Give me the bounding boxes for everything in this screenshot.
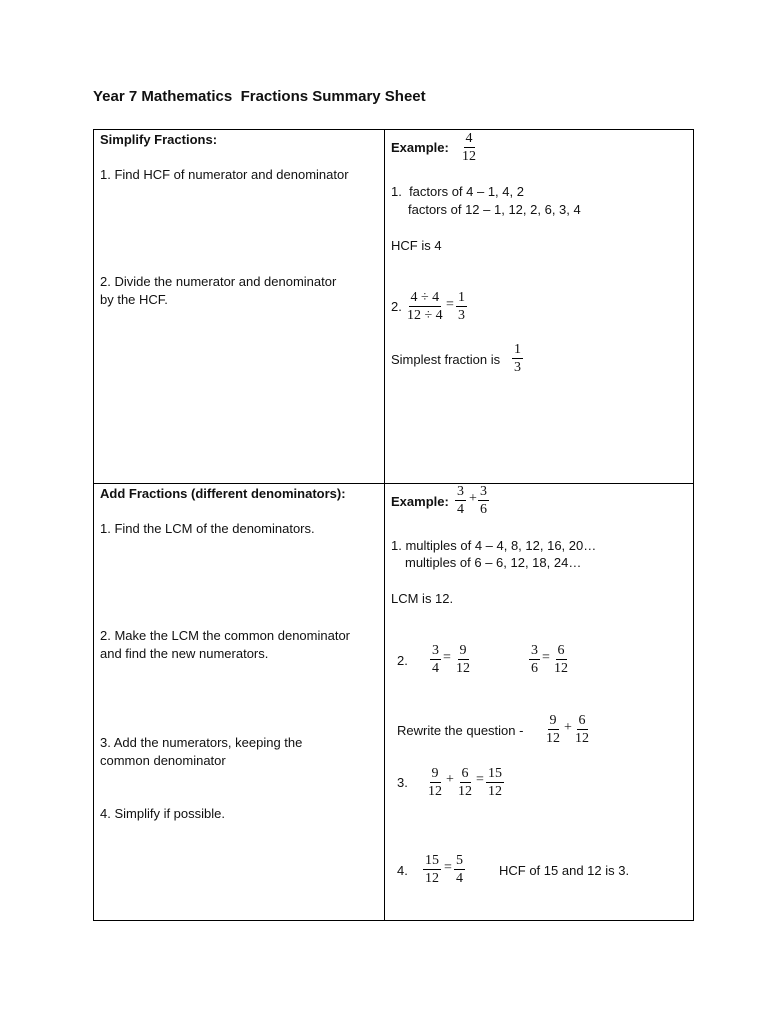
numerator: 1: [514, 342, 521, 357]
denominator: 12: [488, 784, 502, 799]
plus-sign: +: [564, 720, 572, 735]
equals-sign: =: [542, 650, 550, 665]
step2-fraction-a: [430, 643, 441, 676]
simplify-hcf: HCF is 4: [391, 238, 442, 253]
lcm-text: LCM is 12.: [391, 591, 454, 606]
denominator: 12: [575, 731, 589, 746]
step3-fraction-b: [456, 766, 474, 799]
denominator: 6: [480, 502, 487, 517]
step2-fraction-b: [454, 643, 472, 676]
numerator: 4 ÷ 4: [410, 290, 440, 305]
numerator: 15: [425, 853, 439, 868]
simplify-step2-label: 2.: [391, 299, 402, 314]
rewrite-fraction-b: [573, 713, 591, 746]
simplify-factors-line1: 1. factors of 4 – 1, 4, 2: [391, 184, 524, 199]
step2-fraction-d: [552, 643, 570, 676]
add-step4: 4. Simplify if possible.: [100, 806, 225, 821]
numerator: 3: [531, 643, 538, 658]
plus-sign: +: [446, 772, 454, 787]
denominator: 12: [425, 871, 439, 886]
numerator: 6: [557, 643, 565, 658]
denominator: 6: [531, 661, 538, 676]
step3-fraction-a: [426, 766, 444, 799]
denominator: 12 ÷ 4: [407, 308, 443, 323]
numerator: 3: [432, 643, 439, 658]
denominator: 12: [462, 149, 476, 164]
numerator: 4: [465, 131, 473, 146]
denominator: 12: [546, 731, 560, 746]
denominator: 12: [458, 784, 472, 799]
equals-sign: =: [444, 860, 452, 875]
denominator: 12: [428, 784, 442, 799]
denominator: 4: [457, 502, 464, 517]
add-step2-label: 2.: [397, 653, 408, 668]
add-step3-line2: common denominator: [100, 753, 226, 768]
add-step4-label: 4.: [397, 863, 408, 878]
step3-fraction-c: [486, 766, 504, 799]
row-divider: [94, 483, 693, 484]
simplify-factors-line2: factors of 12 – 1, 12, 2, 6, 3, 4: [408, 202, 581, 217]
add-example-label: Example:: [391, 494, 449, 509]
numerator: 3: [457, 484, 464, 499]
simplify-heading: Simplify Fractions:: [100, 132, 218, 147]
simplify-step2-line1: 2. Divide the numerator and denominator: [100, 274, 337, 289]
denominator: 12: [554, 661, 568, 676]
hcf-note: HCF of 15 and 12 is 3.: [499, 863, 630, 878]
equals-sign: =: [476, 772, 484, 787]
numerator: 5: [456, 853, 463, 868]
simplify-result-fraction: [456, 290, 467, 323]
simplify-step2-line2: by the HCF.: [100, 292, 168, 307]
page-title: Year 7 Mathematics Fractions Summary Sheet: [93, 88, 426, 105]
rewrite-fraction-a: [544, 713, 562, 746]
numerator: 1: [458, 290, 465, 305]
add-example-fraction-b: [478, 484, 489, 517]
numerator: 6: [461, 766, 469, 781]
add-step2-line2: and find the new numerators.: [100, 646, 269, 661]
equals-sign: =: [446, 297, 454, 312]
numerator: 3: [480, 484, 487, 499]
numerator: 9: [549, 713, 557, 728]
summary-table: [93, 129, 694, 921]
denominator: 4: [456, 871, 463, 886]
multiples-line2: multiples of 6 – 6, 12, 18, 24…: [405, 555, 582, 570]
denominator: 3: [458, 308, 465, 323]
step4-fraction-a: [423, 853, 441, 886]
add-example-fraction-a: [455, 484, 466, 517]
rewrite-label: Rewrite the question -: [397, 723, 524, 738]
add-step2-line1: 2. Make the LCM the common denominator: [100, 628, 351, 643]
multiples-line1: 1. multiples of 4 – 4, 8, 12, 16, 20…: [391, 538, 597, 553]
numerator: 15: [488, 766, 502, 781]
denominator: 4: [432, 661, 439, 676]
add-heading: Add Fractions (different denominators):: [100, 486, 346, 501]
step2-fraction-c: [529, 643, 540, 676]
plus-sign: +: [469, 491, 477, 506]
denominator: 12: [456, 661, 470, 676]
column-divider: [384, 130, 385, 920]
simplest-fraction: [512, 342, 523, 375]
step4-fraction-b: [454, 853, 465, 886]
numerator: 9: [459, 643, 467, 658]
simplify-example-fraction: [460, 131, 478, 164]
simplify-example-label: Example:: [391, 140, 449, 155]
numerator: 9: [431, 766, 439, 781]
numerator: 6: [578, 713, 586, 728]
simplify-division-fraction: [405, 290, 445, 323]
add-step3-line1: 3. Add the numerators, keeping the: [100, 735, 303, 750]
denominator: 3: [514, 360, 521, 375]
equals-sign: =: [443, 650, 451, 665]
add-step3-label: 3.: [397, 775, 408, 790]
add-step1: 1. Find the LCM of the denominators.: [100, 521, 315, 536]
simplify-step1: 1. Find HCF of numerator and denominator: [100, 167, 349, 182]
simplest-fraction-label: Simplest fraction is: [391, 352, 501, 367]
